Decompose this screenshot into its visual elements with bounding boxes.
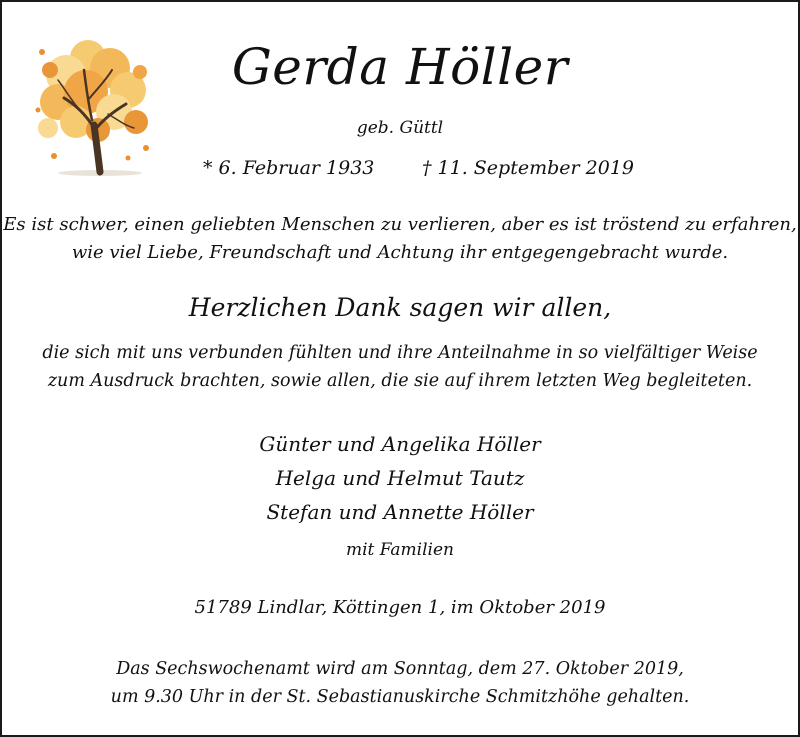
thanks-heading: Herzlichen Dank sagen wir allen, <box>188 293 612 322</box>
service-line-1: Das Sechswochenamt wird am Sonntag, dem 27. Oktober 2019, <box>116 659 684 679</box>
service-line-2: um 9.30 Uhr in der St. Sebastianuskirche Schmitzhöhe gehalten. <box>110 687 690 707</box>
thanks-line-2: zum Ausdruck brachten, sowie allen, die sie auf ihrem letzten Weg begleiteten. <box>47 371 753 391</box>
place-date: 51789 Lindlar, Köttingen 1, im Oktober 2019 <box>194 597 606 618</box>
death-date: † 11. September 2019 <box>422 157 634 179</box>
with-families: mit Familien <box>345 540 454 560</box>
birth-name: geb. Güttl <box>356 118 444 138</box>
mourner-3: Stefan und Annette Höller <box>266 500 534 524</box>
intro-line-2: wie viel Liebe, Freundschaft und Achtung ihr entgegengebracht wurde. <box>71 242 729 263</box>
thanks-line-1: die sich mit uns verbunden fühlten und ihre Anteilnahme in so vielfältiger Weise <box>42 343 758 363</box>
deceased-name: Gerda Höller <box>231 38 569 96</box>
intro-line-1: Es ist schwer, einen geliebten Menschen zu verlieren, aber es ist tröstend zu erfahren, <box>3 214 797 235</box>
mourner-2: Helga und Helmut Tautz <box>275 466 525 490</box>
birth-date: * 6. Februar 1933 <box>203 157 375 179</box>
mourner-1: Günter und Angelika Höller <box>259 432 541 456</box>
